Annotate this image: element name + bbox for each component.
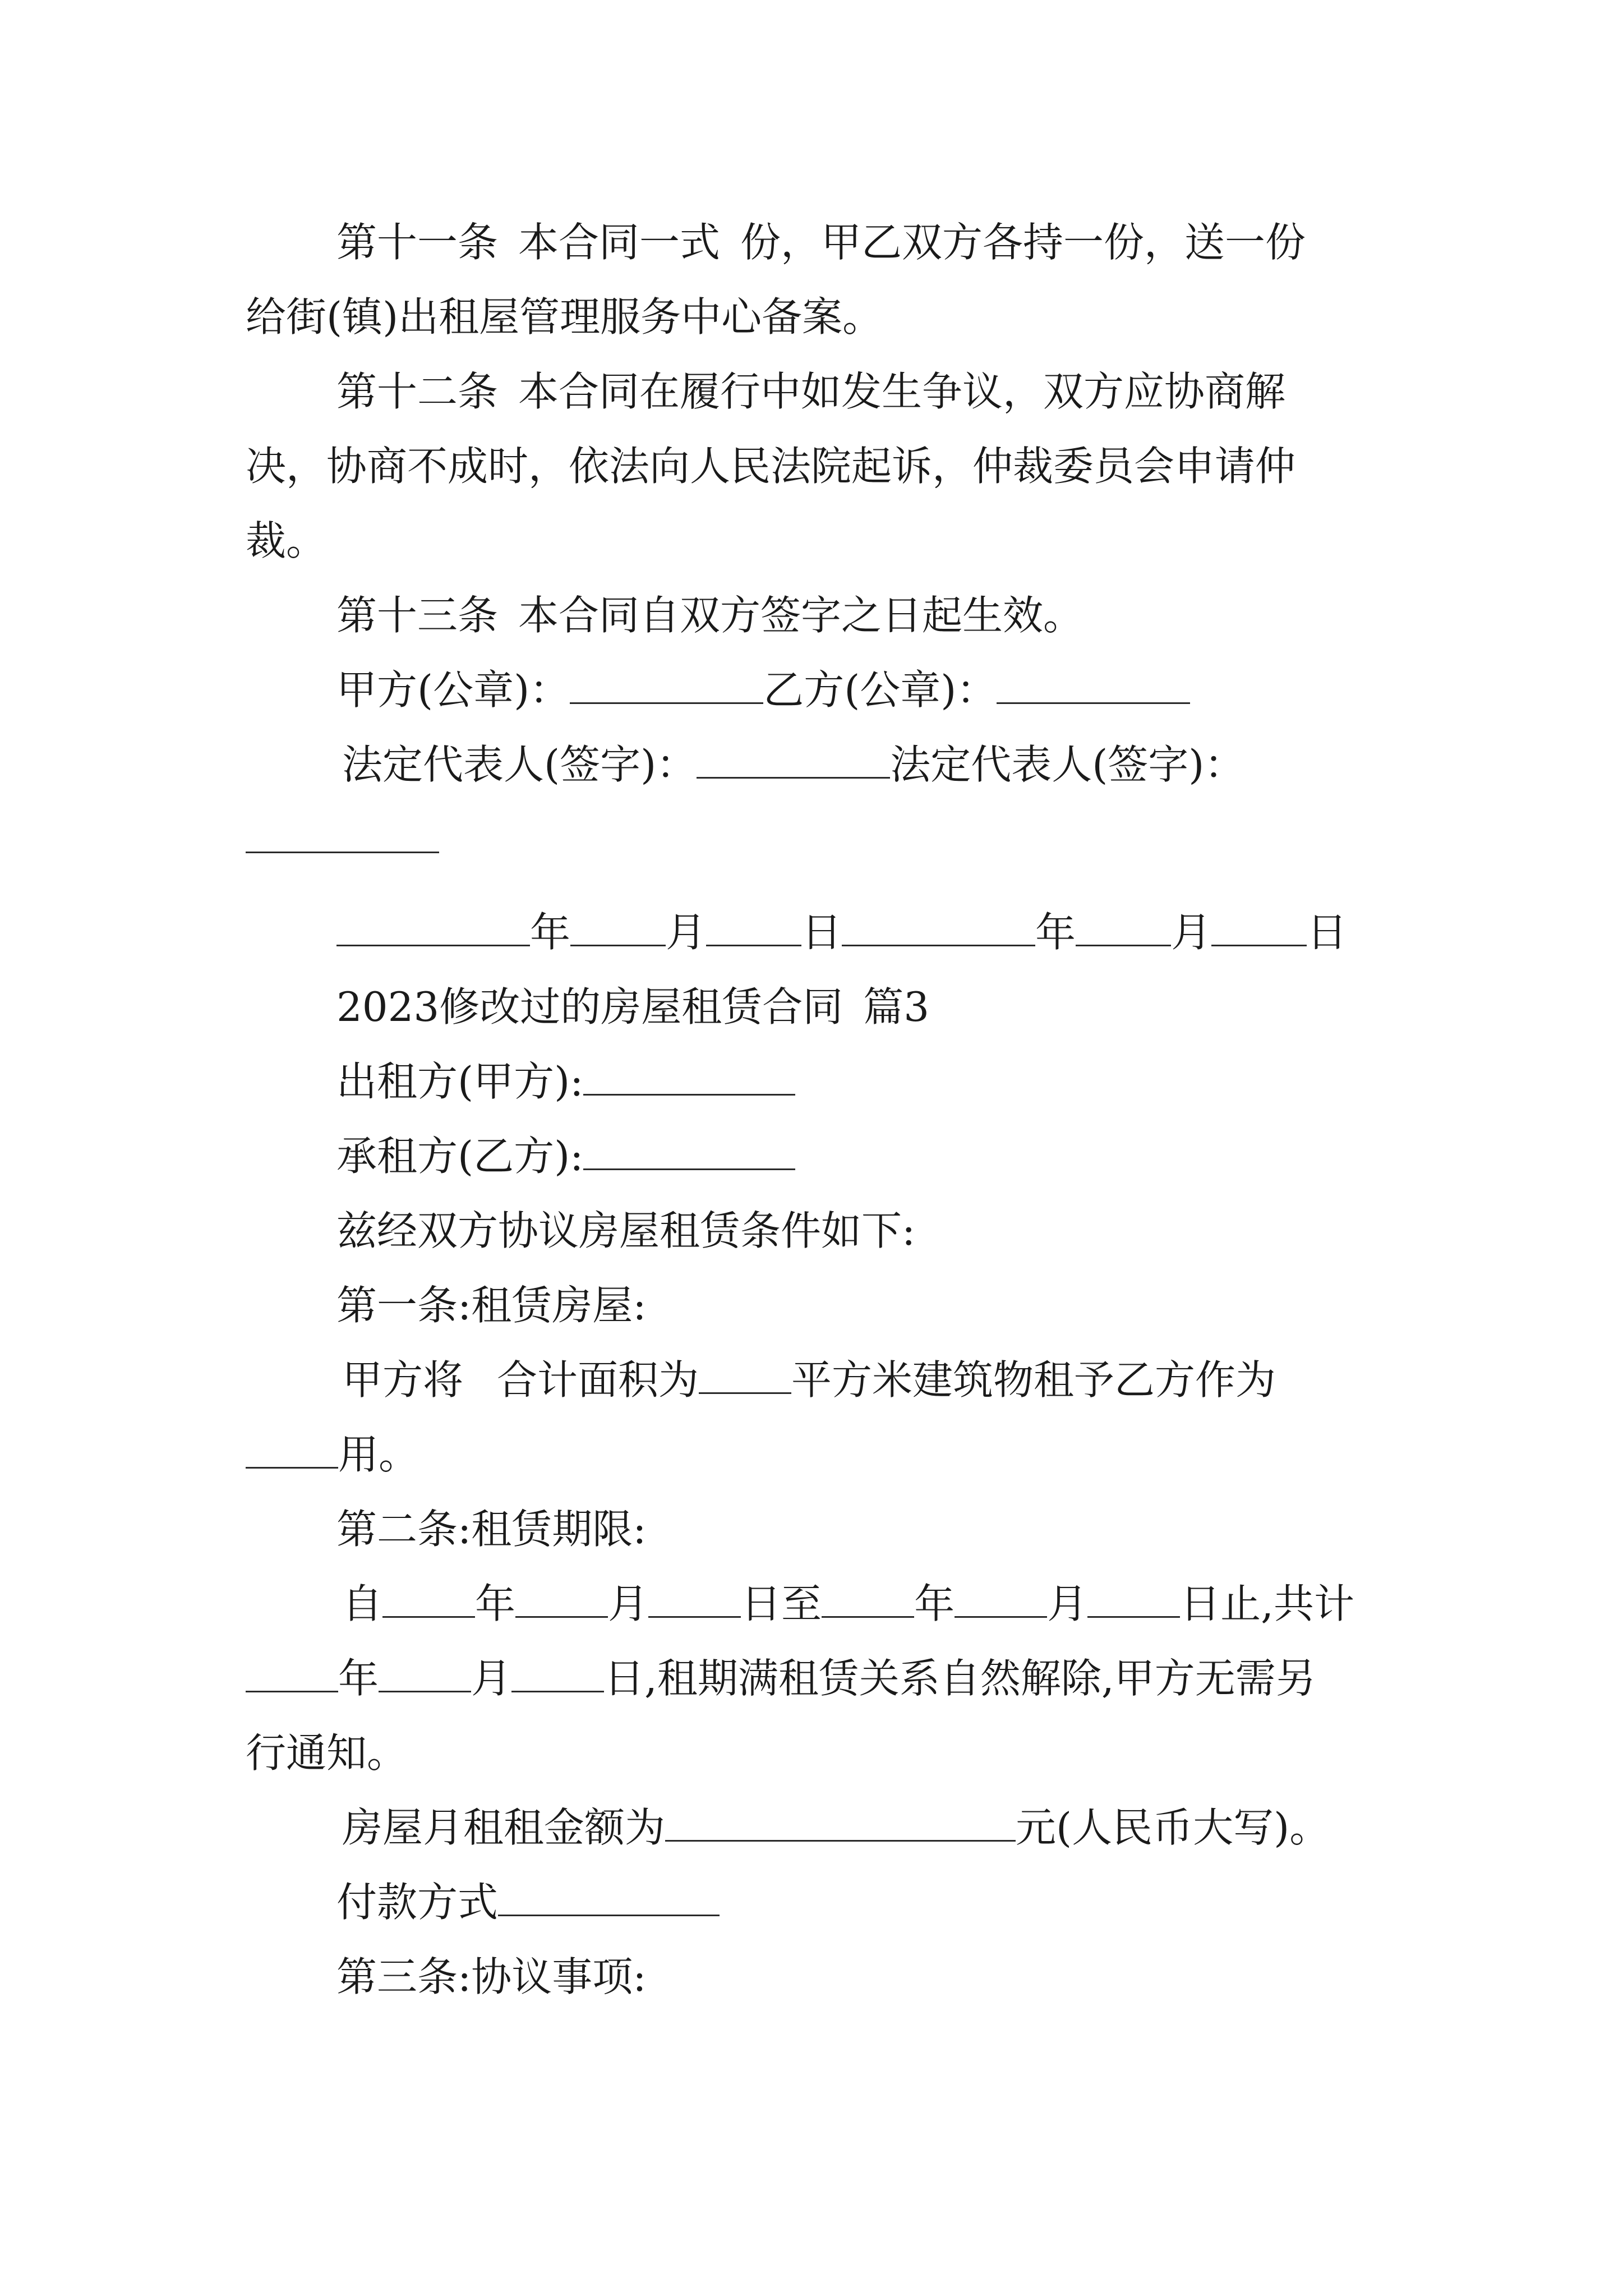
text-segment: 年 — [914, 1580, 955, 1627]
year-blank — [336, 910, 530, 946]
party-a-rep-label: 法定代表人(签字)： — [342, 741, 697, 788]
party-a-rep-blank — [697, 742, 890, 779]
area-blank — [699, 1358, 791, 1394]
text-segment: 月 — [608, 1580, 649, 1627]
intro-line — [336, 1203, 915, 1259]
section-title-text: 2023修改过的房屋租赁合同 — [336, 983, 843, 1030]
text-segment: 第二条:租赁期限: — [336, 1506, 647, 1553]
month-label: 月 — [666, 909, 707, 956]
article-3-heading — [336, 1949, 647, 2005]
year-blank — [382, 1581, 475, 1618]
signing-date-line — [336, 904, 1347, 960]
years-blank — [246, 1656, 338, 1692]
text-segment: 合计面积为 — [497, 1356, 699, 1404]
year-label: 年 — [530, 909, 571, 956]
article-11-line-1 — [336, 214, 1306, 270]
text-segment: 本合同一式 — [518, 219, 721, 266]
section-number: 篇3 — [863, 983, 930, 1030]
text-segment: 日至 — [741, 1580, 822, 1627]
party-a-seal-blank — [570, 668, 763, 704]
text-segment: 房屋月租租金额为 — [342, 1804, 666, 1851]
article-2-heading — [336, 1501, 647, 1557]
month-blank — [1076, 910, 1171, 946]
payment-method-line — [336, 1874, 720, 1930]
article-12-heading: 第十二条 — [336, 368, 499, 415]
party-b-seal-blank — [997, 668, 1190, 704]
article-12-line-3 — [246, 513, 326, 569]
article-2-line-1 — [342, 1576, 1354, 1632]
day-blank — [1087, 1581, 1180, 1618]
article-1-line-2 — [246, 1427, 419, 1483]
text-segment: 裁。 — [246, 517, 327, 564]
payment-method-label: 付款方式 — [336, 1879, 499, 1926]
party-a-seal-label: 甲方(公章)： — [336, 666, 570, 714]
rent-amount-blank — [665, 1805, 1016, 1842]
months-blank — [379, 1656, 471, 1692]
days-blank — [511, 1656, 604, 1692]
text-segment: 本合同自双方签字之日起生效。 — [518, 592, 1084, 639]
text-segment: 甲方将 — [342, 1356, 464, 1404]
day-blank — [648, 1581, 741, 1618]
article-13-line — [336, 587, 1083, 643]
rent-amount-line — [342, 1800, 1330, 1856]
day-blank — [706, 910, 801, 946]
lessor-blank — [583, 1059, 795, 1096]
text-segment: 用。 — [338, 1431, 419, 1478]
party-b-rep-blank-line — [246, 811, 439, 867]
month-label: 月 — [1171, 909, 1212, 956]
party-b-seal-label: 乙方(公章)： — [763, 666, 997, 714]
month-blank — [515, 1581, 608, 1618]
text-segment: 自 — [342, 1580, 383, 1627]
month-blank — [955, 1581, 1047, 1618]
article-12-line-1 — [336, 364, 1285, 420]
party-b-rep-label: 法定代表人(签字)： — [890, 741, 1245, 788]
lessee-line — [336, 1128, 795, 1184]
day-label: 日 — [1307, 909, 1348, 956]
text-segment: 兹经双方协议房屋租赁条件如下: — [336, 1207, 916, 1254]
party-seal-line — [336, 662, 1190, 718]
article-13-heading: 第十三条 — [336, 592, 499, 639]
text-segment: 月 — [1047, 1580, 1088, 1627]
text-segment: 给街(镇)出租屋管理服务中心备案。 — [246, 293, 883, 341]
payment-method-blank — [498, 1880, 720, 1916]
article-2-line-3 — [246, 1725, 407, 1781]
article-1-line-1 — [342, 1352, 1276, 1408]
party-b-rep-blank — [246, 817, 439, 853]
lessee-label: 承租方(乙方): — [336, 1133, 584, 1180]
article-11-line-2 — [246, 289, 883, 345]
article-1-heading — [336, 1277, 647, 1333]
text-segment: 元(人民币大写)。 — [1016, 1804, 1330, 1851]
text-segment: 本合同在履行中如发生争议，双方应协商解 — [518, 368, 1286, 415]
year-label: 年 — [1035, 909, 1076, 956]
year-blank — [822, 1581, 914, 1618]
article-2-line-2 — [246, 1650, 1316, 1706]
year-blank — [842, 910, 1035, 946]
legal-rep-line — [342, 737, 1244, 793]
text-segment: 行通知。 — [246, 1729, 408, 1777]
text-segment: 第三条:协议事项: — [336, 1953, 647, 2000]
text-segment: 日,租期满租赁关系自然解除,甲方无需另 — [604, 1655, 1316, 1702]
month-blank — [570, 910, 666, 946]
text-segment: 第一条:租赁房屋: — [336, 1282, 647, 1329]
article-11-heading: 第十一条 — [336, 219, 499, 266]
text-segment: 平方米建筑物租予乙方作为 — [791, 1356, 1276, 1404]
text-segment: 年 — [475, 1580, 516, 1627]
day-blank — [1211, 910, 1307, 946]
use-blank — [246, 1432, 338, 1469]
text-segment: 年 — [338, 1655, 379, 1702]
text-segment: 决，协商不成时，依法向人民法院起诉，仲裁委员会申请仲 — [246, 443, 1296, 490]
section-title — [336, 979, 929, 1035]
text-segment: 份，甲乙双方各持一份，送一份 — [740, 219, 1306, 266]
text-segment: 月 — [471, 1655, 512, 1702]
article-12-line-2 — [246, 438, 1295, 494]
lessor-label: 出租方(甲方): — [336, 1058, 584, 1105]
text-segment: 日止,共计 — [1180, 1580, 1354, 1627]
lessee-blank — [583, 1134, 795, 1170]
day-label: 日 — [801, 909, 842, 956]
lessor-line — [336, 1053, 795, 1110]
